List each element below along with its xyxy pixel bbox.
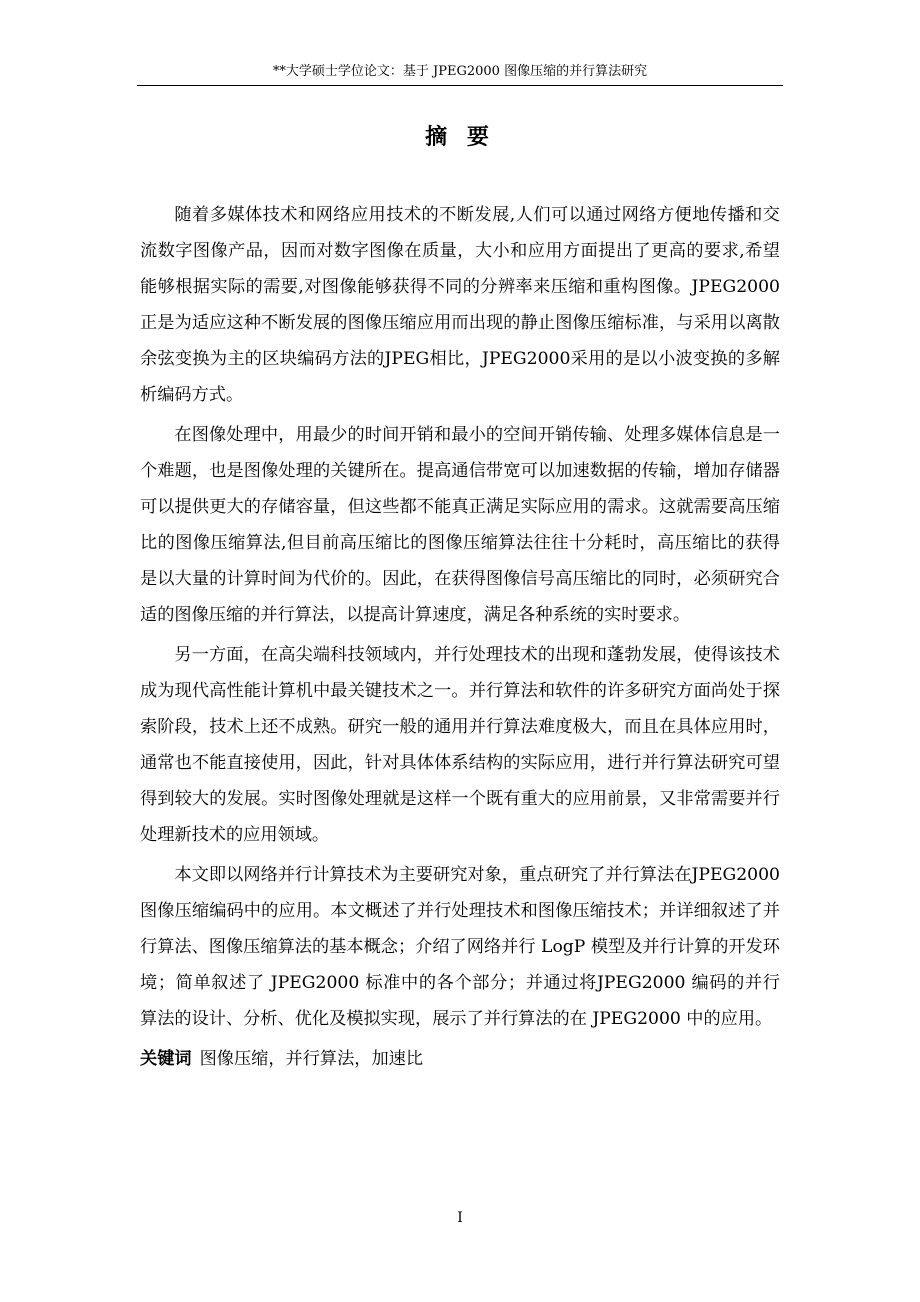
abstract-body	[140, 197, 780, 1077]
abstract-paragraph-4: 本文即以网络并行计算技术为主要研究对象，重点研究了并行算法在JPEG2000 图像压缩编码中的应用。本文概述了并行处理技术和图像压缩技术；并详细叙述了并行算法、图像压缩算法的基本概念；介绍了网络并行 LogP 模型及并行计算的开发环境；简单叙述了 JPEG2000 标准中的各个部分；并通过将JPEG2000 编码的并行算法的设计、分析、优化及模拟实现，展示了并行算法的在 JPEG2000 中的应用。	[140, 865, 780, 1029]
abstract-paragraph-2: 在图像处理中，用最少的时间开销和最小的空间开销传输、处理多媒体信息是一个难题，也是图像处理的关键所在。提高通信带宽可以加速数据的传输，增加存储器可以提供更大的存储容量，但这些都不能真正满足实际应用的需求。这就需要高压缩比的图像压缩算法,但目前高压缩比的图像压缩算法往往十分耗时，高压缩比的获得是以大量的计算时间为代价的。因此，在获得图像信号高压缩比的同时，必须研究合适的图像压缩的并行算法，以提高计算速度，满足各种系统的实时要求。	[140, 425, 780, 625]
abstract-title: 摘 要	[425, 125, 495, 150]
running-header: **大学硕士学位论文：基于 JPEG2000 图像压缩的并行算法研究	[272, 64, 648, 79]
page-number: I	[457, 1210, 463, 1226]
keywords-label: 关键词	[140, 1049, 192, 1069]
header-divider	[137, 85, 783, 86]
keywords-line	[140, 1041, 780, 1077]
abstract-paragraph-3: 另一方面，在高尖端科技领域内，并行处理技术的出现和蓬勃发展，使得该技术成为现代高性能计算机中最关键技术之一。并行算法和软件的许多研究方面尚处于探索阶段，技术上还不成熟。研究一般的通用并行算法难度极大，而且在具体应用时，通常也不能直接使用，因此，针对具体体系结构的实际应用，进行并行算法研究可望得到较大的发展。实时图像处理就是这样一个既有重大的应用前景，又非常需要并行处理新技术的应用领域。	[140, 645, 780, 845]
keywords-text: 图像压缩，并行算法，加速比	[199, 1049, 424, 1069]
abstract-paragraph-1: 随着多媒体技术和网络应用技术的不断发展,人们可以通过网络方便地传播和交流数字图像产品，因而对数字图像在质量，大小和应用方面提出了更高的要求,希望能够根据实际的需要,对图像能够获得不同的分辨率来压缩和重构图像。JPEG2000正是为适应这种不断发展的图像压缩应用而出现的静止图像压缩标准，与采用以离散余弦变换为主的区块编码方法的JPEG相比，JPEG2000采用的是以小波变换的多解析编码方式。	[140, 205, 780, 405]
